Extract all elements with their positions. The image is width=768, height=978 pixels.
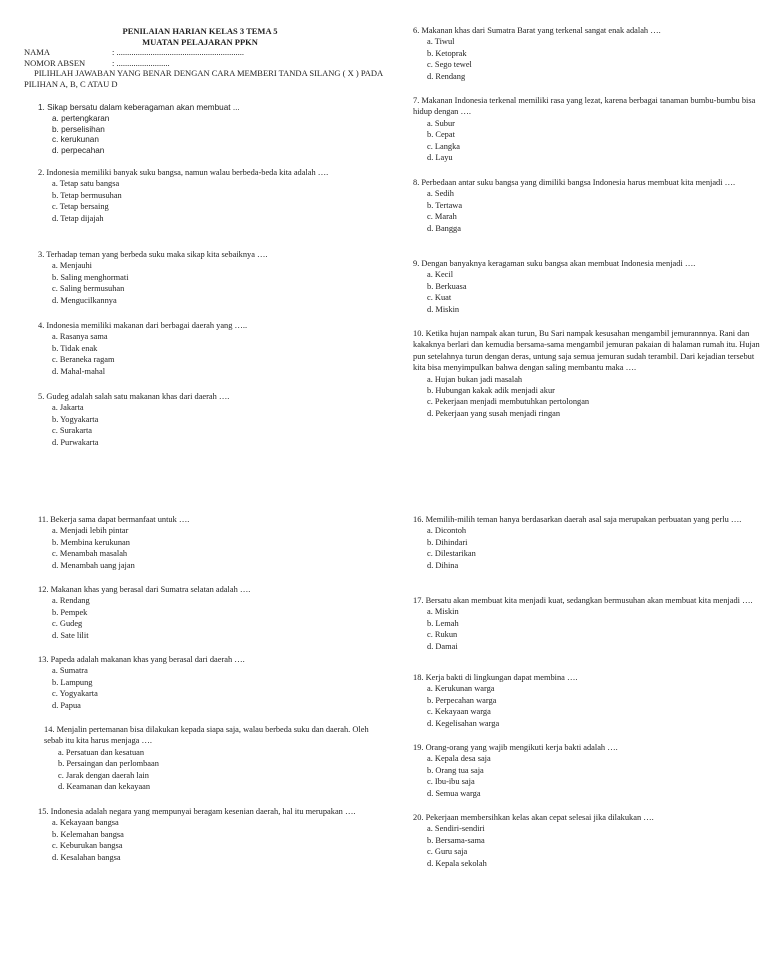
- answer-option[interactable]: d. Semua warga: [427, 788, 481, 798]
- answer-option[interactable]: b. Saling menghormati: [52, 272, 129, 282]
- question-text: Pekerjaan membersihkan kelas akan cepat selesai jika dilakukan ….: [425, 813, 654, 822]
- answer-option[interactable]: d. perpecahan: [52, 146, 105, 156]
- question-12: [38, 584, 378, 641]
- answer-option[interactable]: b. Persaingan dan perlombaan: [58, 759, 159, 769]
- nama-blank: : ............................................................: [112, 47, 244, 57]
- answer-option[interactable]: b. Pempek: [52, 607, 88, 617]
- question-stem: [413, 177, 758, 188]
- answer-option[interactable]: b. Tidak enak: [52, 343, 98, 353]
- answer-options: [413, 525, 758, 571]
- answer-option[interactable]: c. Keburukan bangsa: [52, 841, 123, 851]
- absen-field: [24, 58, 170, 68]
- answer-options: [38, 665, 378, 711]
- answer-option[interactable]: a. Kecil: [427, 270, 454, 280]
- question-number: 7.: [413, 96, 420, 105]
- instruction-text: PILIHLAH JAWABAN YANG BENAR DENGAN CARA MEMBERI TANDA SILANG ( X ) PADA PILIHAN A, B, C ATAU D: [24, 68, 383, 89]
- answer-option[interactable]: c. Sego tewel: [427, 60, 472, 70]
- answer-option[interactable]: b. Kelemahan bangsa: [52, 829, 124, 839]
- answer-option[interactable]: d. Miskin: [427, 304, 460, 314]
- answer-option[interactable]: a. Hujan bukan jadi masalah: [427, 374, 523, 384]
- question-text: Bekerja sama dapat bermanfaat untuk ….: [50, 515, 190, 524]
- nama-label: NAMA: [24, 47, 50, 57]
- answer-options: [413, 269, 758, 315]
- answer-option[interactable]: c. Tetap bersaing: [52, 202, 109, 212]
- answer-options: [413, 374, 765, 420]
- question-number: 8.: [413, 178, 420, 187]
- answer-option[interactable]: c. Langka: [427, 141, 461, 151]
- answer-option[interactable]: a. Persatuan dan kesatuan: [58, 747, 145, 757]
- answer-option[interactable]: c. Menambah masalah: [52, 549, 128, 559]
- nama-field: [24, 47, 244, 57]
- answer-option[interactable]: c. Saling bermusuhan: [52, 284, 125, 294]
- question-14: [44, 724, 369, 792]
- answer-option[interactable]: b. Tertawa: [427, 200, 463, 210]
- question-number: 4.: [38, 321, 45, 330]
- question-number: 16.: [413, 515, 424, 524]
- answer-option[interactable]: d. Kepala sekolah: [427, 858, 487, 868]
- question-number: 6.: [413, 26, 420, 35]
- question-19: [413, 742, 758, 799]
- answer-options: [38, 114, 378, 157]
- answer-option[interactable]: c. Surakarta: [52, 426, 92, 436]
- question-text: Orang-orang yang wajib mengikuti kerja bakti adalah ….: [425, 743, 618, 752]
- question-1: [38, 103, 378, 157]
- answer-option[interactable]: d. Tetap dijajah: [52, 213, 104, 223]
- question-20: [413, 812, 758, 869]
- answer-options: [38, 178, 368, 224]
- answer-option[interactable]: d. Kesalahan bangsa: [52, 852, 121, 862]
- worksheet-title: PENILAIAN HARIAN KELAS 3 TEMA 5: [122, 26, 278, 36]
- answer-option[interactable]: a. Kerukunan warga: [427, 684, 495, 694]
- answer-options: [413, 118, 758, 164]
- answer-option[interactable]: b. Lemah: [427, 618, 459, 628]
- answer-options: [413, 823, 758, 869]
- question-stem: [413, 258, 758, 269]
- question-text: Makanan khas yang berasal dari Sumatra selatan adalah ….: [50, 585, 251, 594]
- question-number: 1.: [38, 103, 45, 112]
- question-13: [38, 654, 378, 711]
- question-18: [413, 672, 758, 729]
- question-text: Memilih-milih teman hanya berdasarkan daerah asal saja merupakan perbuatan yang perlu ….: [425, 515, 742, 524]
- answer-option[interactable]: d. Mahal-mahal: [52, 366, 106, 376]
- answer-option[interactable]: d. Damai: [427, 641, 458, 651]
- question-stem: [413, 595, 758, 606]
- answer-option[interactable]: b. Ketoprak: [427, 48, 467, 58]
- answer-option[interactable]: a. Menjauhi: [52, 261, 93, 271]
- question-text: Kerja bakti di lingkungan dapat membina ….: [425, 673, 578, 682]
- question-stem: [413, 514, 758, 525]
- question-stem: [413, 742, 758, 753]
- question-text: Bersatu akan membuat kita menjadi kuat, sedangkan bermusuhan akan membuat kita menjadi ….: [425, 596, 753, 605]
- answer-options: [413, 683, 758, 729]
- question-8: [413, 177, 758, 234]
- answer-options: [38, 331, 378, 377]
- answer-option[interactable]: d. Menambah uang jajan: [52, 560, 135, 570]
- question-number: 19.: [413, 743, 424, 752]
- question-stem: [38, 584, 378, 595]
- answer-option[interactable]: a. Dicontoh: [427, 526, 467, 536]
- answer-options: [38, 525, 378, 571]
- answer-option[interactable]: c. Marah: [427, 212, 457, 222]
- answer-options: [44, 747, 369, 793]
- question-stem: [413, 328, 765, 374]
- answer-option[interactable]: b. Dihindari: [427, 537, 468, 547]
- answer-option[interactable]: c. Ibu-ibu saja: [427, 777, 475, 787]
- question-10: [413, 328, 765, 419]
- answer-options: [38, 595, 378, 641]
- answer-option[interactable]: d. Purwakarta: [52, 437, 99, 447]
- question-stem: [413, 672, 758, 683]
- absen-blank: : .........................: [112, 58, 170, 68]
- question-stem: [38, 249, 378, 260]
- question-text: Makanan Indonesia terkenal memiliki rasa yang lezat, karena berbagai tanaman bumbu-bumbu bisa hidup dengan ….: [413, 96, 756, 117]
- question-stem: [38, 654, 378, 665]
- question-number: 9.: [413, 259, 420, 268]
- question-4: [38, 320, 378, 377]
- question-text: Indonesia memiliki makanan dari berbagai daerah yang …..: [46, 321, 248, 330]
- question-text: Perbedaan antar suku bangsa yang dimiliki bangsa Indonesia harus membuat kita menjadi ….: [421, 178, 736, 187]
- question-text: Indonesia memiliki banyak suku bangsa, namun walau berbeda-beda kita adalah ….: [46, 168, 329, 177]
- answer-option[interactable]: a. Sumatra: [52, 666, 88, 676]
- question-number: 17.: [413, 596, 424, 605]
- answer-option[interactable]: c. Beraneka ragam: [52, 355, 115, 365]
- question-stem: [38, 103, 378, 114]
- question-11: [38, 514, 378, 571]
- answer-option[interactable]: d. Sate lilit: [52, 630, 89, 640]
- answer-option[interactable]: c. Rukun: [427, 630, 458, 640]
- question-text: Terhadap teman yang berbeda suku maka sikap kita sebaiknya ….: [46, 250, 268, 259]
- answer-option[interactable]: b. Membina kerukunan: [52, 537, 130, 547]
- question-stem: [44, 724, 369, 747]
- question-2: [38, 167, 368, 224]
- question-stem: [413, 95, 758, 118]
- question-stem: [38, 320, 378, 331]
- question-stem: [413, 25, 758, 36]
- question-15: [38, 806, 358, 863]
- answer-option[interactable]: c. Yogyakarta: [52, 689, 98, 699]
- absen-label: NOMOR ABSEN: [24, 58, 86, 68]
- answer-option[interactable]: a. Menjadi lebih pintar: [52, 526, 129, 536]
- question-7: [413, 95, 758, 163]
- answer-option[interactable]: d. Mengucilkannya: [52, 295, 117, 305]
- answer-option[interactable]: d. Dihina: [427, 560, 459, 570]
- question-number: 13.: [38, 655, 49, 664]
- answer-options: [413, 36, 758, 82]
- answer-option[interactable]: d. Bangga: [427, 223, 461, 233]
- answer-option[interactable]: a. Sedih: [427, 189, 454, 199]
- answer-option[interactable]: a. Subur: [427, 118, 455, 128]
- answer-option[interactable]: c. Kuat: [427, 293, 452, 303]
- question-text: Ketika hujan nampak akan turun, Bu Sari nampak kesusahan mengambil jemurannnya. Rani dan kakaknya berlari dan kemudia bersama-sama mengambil jemuran pakaian di halaman rumah itu. Hujan pun setelahnya turun dengan deras, untung saja semua jemuran sudah terambil. Dari kejadian tersebut kita bisa menyimpulkan bahwa dengan saling membantu maka ….: [413, 329, 760, 373]
- answer-option[interactable]: a. Tiwul: [427, 37, 455, 47]
- question-5: [38, 391, 378, 448]
- answer-options: [38, 402, 378, 448]
- question-stem: [38, 167, 368, 178]
- question-number: 15.: [38, 807, 49, 816]
- answer-option[interactable]: a. Sendiri-sendiri: [427, 824, 485, 834]
- question-stem: [38, 391, 378, 402]
- question-stem: [38, 806, 358, 817]
- answer-option[interactable]: a. pertengkaran: [52, 113, 110, 123]
- answer-option[interactable]: d. Keamanan dan kekayaan: [58, 782, 151, 792]
- worksheet-subtitle: MUATAN PELAJARAN PPKN: [142, 37, 258, 47]
- question-3: [38, 249, 378, 306]
- question-17: [413, 595, 758, 652]
- question-text: Menjalin pertemanan bisa dilakukan kepada siapa saja, walau berbeda suku dan daerah. Oleh sebab itu kita harus menjaga ….: [44, 725, 369, 746]
- answer-option[interactable]: c. Kekayaan warga: [427, 707, 491, 717]
- answer-options: [38, 817, 358, 863]
- answer-option[interactable]: a. Miskin: [427, 607, 459, 617]
- question-number: 2.: [38, 168, 45, 177]
- question-text: Papeda adalah makanan khas yang berasal dari daerah ….: [50, 655, 245, 664]
- question-text: Makanan khas dari Sumatra Barat yang terkenal sangat enak adalah ….: [421, 26, 661, 35]
- answer-option[interactable]: a. Rasanya sama: [52, 332, 108, 342]
- answer-option[interactable]: a. Tetap satu bangsa: [52, 179, 120, 189]
- answer-option[interactable]: b. Yogyakarta: [52, 414, 99, 424]
- answer-option[interactable]: c. kerukunan: [52, 135, 99, 145]
- question-number: 20.: [413, 813, 424, 822]
- answer-option[interactable]: b. Lampung: [52, 677, 93, 687]
- question-number: 14.: [44, 725, 55, 734]
- question-stem: [38, 514, 378, 525]
- answer-option[interactable]: d. Kegelisahan warga: [427, 718, 500, 728]
- question-stem: [413, 812, 758, 823]
- question-text: Sikap bersatu dalam keberagaman akan membuat ...: [47, 103, 240, 112]
- answer-option[interactable]: d. Pekerjaan yang susah menjadi ringan: [427, 408, 561, 418]
- question-number: 18.: [413, 673, 424, 682]
- answer-option[interactable]: a. Kekayaan bangsa: [52, 818, 119, 828]
- answer-options: [38, 260, 378, 306]
- answer-option[interactable]: c. Pekerjaan menjadi membutuhkan pertolongan: [427, 397, 590, 407]
- answer-option[interactable]: b. Orang tua saja: [427, 765, 484, 775]
- question-text: Gudeg adalah salah satu makanan khas dari daerah ….: [46, 392, 230, 401]
- answer-option[interactable]: d. Rendang: [427, 71, 466, 81]
- answer-option[interactable]: a. Kepala desa saja: [427, 754, 491, 764]
- answer-option[interactable]: a. Rendang: [52, 596, 90, 606]
- question-number: 3.: [38, 250, 45, 259]
- answer-option[interactable]: b. Hubungan kakak adik menjadi akur: [427, 386, 555, 396]
- answer-option[interactable]: b. Cepat: [427, 130, 455, 140]
- question-number: 5.: [38, 392, 45, 401]
- answer-option[interactable]: c. Dilestarikan: [427, 549, 476, 559]
- answer-options: [413, 188, 758, 234]
- answer-options: [413, 606, 758, 652]
- answer-option[interactable]: c. Guru saja: [427, 847, 468, 857]
- question-number: 11.: [38, 515, 49, 524]
- answer-option[interactable]: d. Papua: [52, 700, 81, 710]
- answer-options: [413, 753, 758, 799]
- answer-option[interactable]: a. Jakarta: [52, 403, 84, 413]
- answer-option[interactable]: c. Gudeg: [52, 619, 83, 629]
- answer-option[interactable]: b. Bersama-sama: [427, 835, 485, 845]
- answer-option[interactable]: b. perselisihan: [52, 124, 105, 134]
- question-text: Indonesia adalah negara yang mempunyai beragam kesenian daerah, hal itu merupakan ….: [50, 807, 356, 816]
- answer-option[interactable]: c. Jarak dengan daerah lain: [58, 770, 149, 780]
- question-text: Dengan banyaknya keragaman suku bangsa akan membuat Indonesia menjadi ….: [421, 259, 696, 268]
- answer-option[interactable]: b. Berkuasa: [427, 281, 467, 291]
- question-9: [413, 258, 758, 315]
- answer-option[interactable]: d. Layu: [427, 153, 453, 163]
- question-number: 12.: [38, 585, 49, 594]
- answer-option[interactable]: b. Perpecahan warga: [427, 695, 497, 705]
- question-number: 10.: [413, 329, 424, 338]
- question-16: [413, 514, 758, 571]
- question-6: [413, 25, 758, 82]
- answer-option[interactable]: b. Tetap bermusuhan: [52, 190, 122, 200]
